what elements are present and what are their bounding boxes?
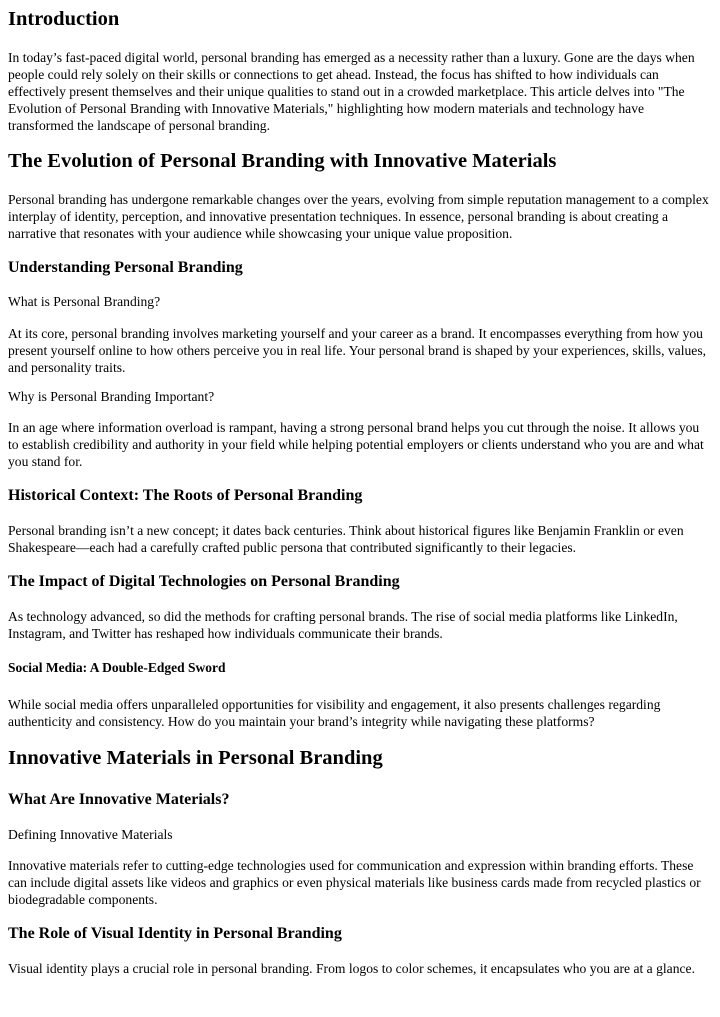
innovative-heading: Innovative Materials in Personal Branding bbox=[8, 747, 383, 769]
social-paragraph: While social media offers unparalleled opportunities for visibility and engagement, it also presents challenges regarding authenticity and consistency. How do you maintain your brand’s integrity while navigating these platforms? bbox=[8, 697, 661, 729]
evolution-heading: The Evolution of Personal Branding with Innovative Materials bbox=[8, 150, 557, 172]
understanding-heading: Understanding Personal Branding bbox=[8, 259, 243, 276]
evolution-paragraph: Personal branding has undergone remarkable changes over the years, evolving from simple reputation management to a complex interplay of identity, perception, and innovative presentation techniques. In essence, personal branding is about creating a narrative that resonates with your audience while showcasing your unique value proposition. bbox=[8, 192, 709, 241]
why-label: Why is Personal Branding Important? bbox=[8, 389, 215, 404]
digital-heading: The Impact of Digital Technologies on Personal Branding bbox=[8, 573, 400, 590]
why-paragraph: In an age where information overload is rampant, having a strong personal brand helps you cut through the noise. It allows you to establish credibility and authority in your field while helping potential employers or clients understand who you are and what you stand for. bbox=[8, 420, 704, 469]
defining-paragraph: Innovative materials refer to cutting-edge technologies used for communication and expression within branding efforts. These can include digital assets like videos and graphics or even physical materials like business cards made from recycled plastics or biodegradable components. bbox=[8, 858, 701, 907]
what-is-paragraph: At its core, personal branding involves marketing yourself and your career as a brand. It encompasses everything from how you present yourself online to how others perceive you in real life. Your personal brand is shaped by your experiences, skills, values, and personality traits. bbox=[8, 326, 707, 375]
visual-heading: The Role of Visual Identity in Personal Branding bbox=[8, 925, 342, 942]
historical-heading: Historical Context: The Roots of Personal Branding bbox=[8, 487, 363, 504]
intro-paragraph: In today’s fast-paced digital world, personal branding has emerged as a necessity rather than a luxury. Gone are the days when people could rely solely on their skills or connections to get ahead. Instead, the focus has shifted to how individuals can effectively present themselves and their unique qualities to stand out in a crowded marketplace. This article delves into "The Evolution of Personal Branding with Innovative Materials," highlighting how modern materials and technology have transformed the landscape of personal branding. bbox=[8, 50, 695, 133]
historical-paragraph: Personal branding isn’t a new concept; it dates back centuries. Think about historical figures like Benjamin Franklin or even Shakespeare—each had a carefully crafted public persona that contributed significantly to their legacies. bbox=[8, 523, 684, 555]
digital-paragraph: As technology advanced, so did the methods for crafting personal brands. The rise of social media platforms like LinkedIn, Instagram, and Twitter has reshaped how individuals communicate their brands. bbox=[8, 609, 678, 641]
intro-heading: Introduction bbox=[8, 8, 120, 30]
social-heading: Social Media: A Double-Edged Sword bbox=[8, 660, 226, 675]
what-are-heading: What Are Innovative Materials? bbox=[8, 791, 230, 808]
defining-label: Defining Innovative Materials bbox=[8, 827, 173, 842]
visual-paragraph: Visual identity plays a crucial role in personal branding. From logos to color schemes, it encapsulates who you are at a glance. bbox=[8, 961, 695, 976]
what-is-label: What is Personal Branding? bbox=[8, 294, 161, 309]
